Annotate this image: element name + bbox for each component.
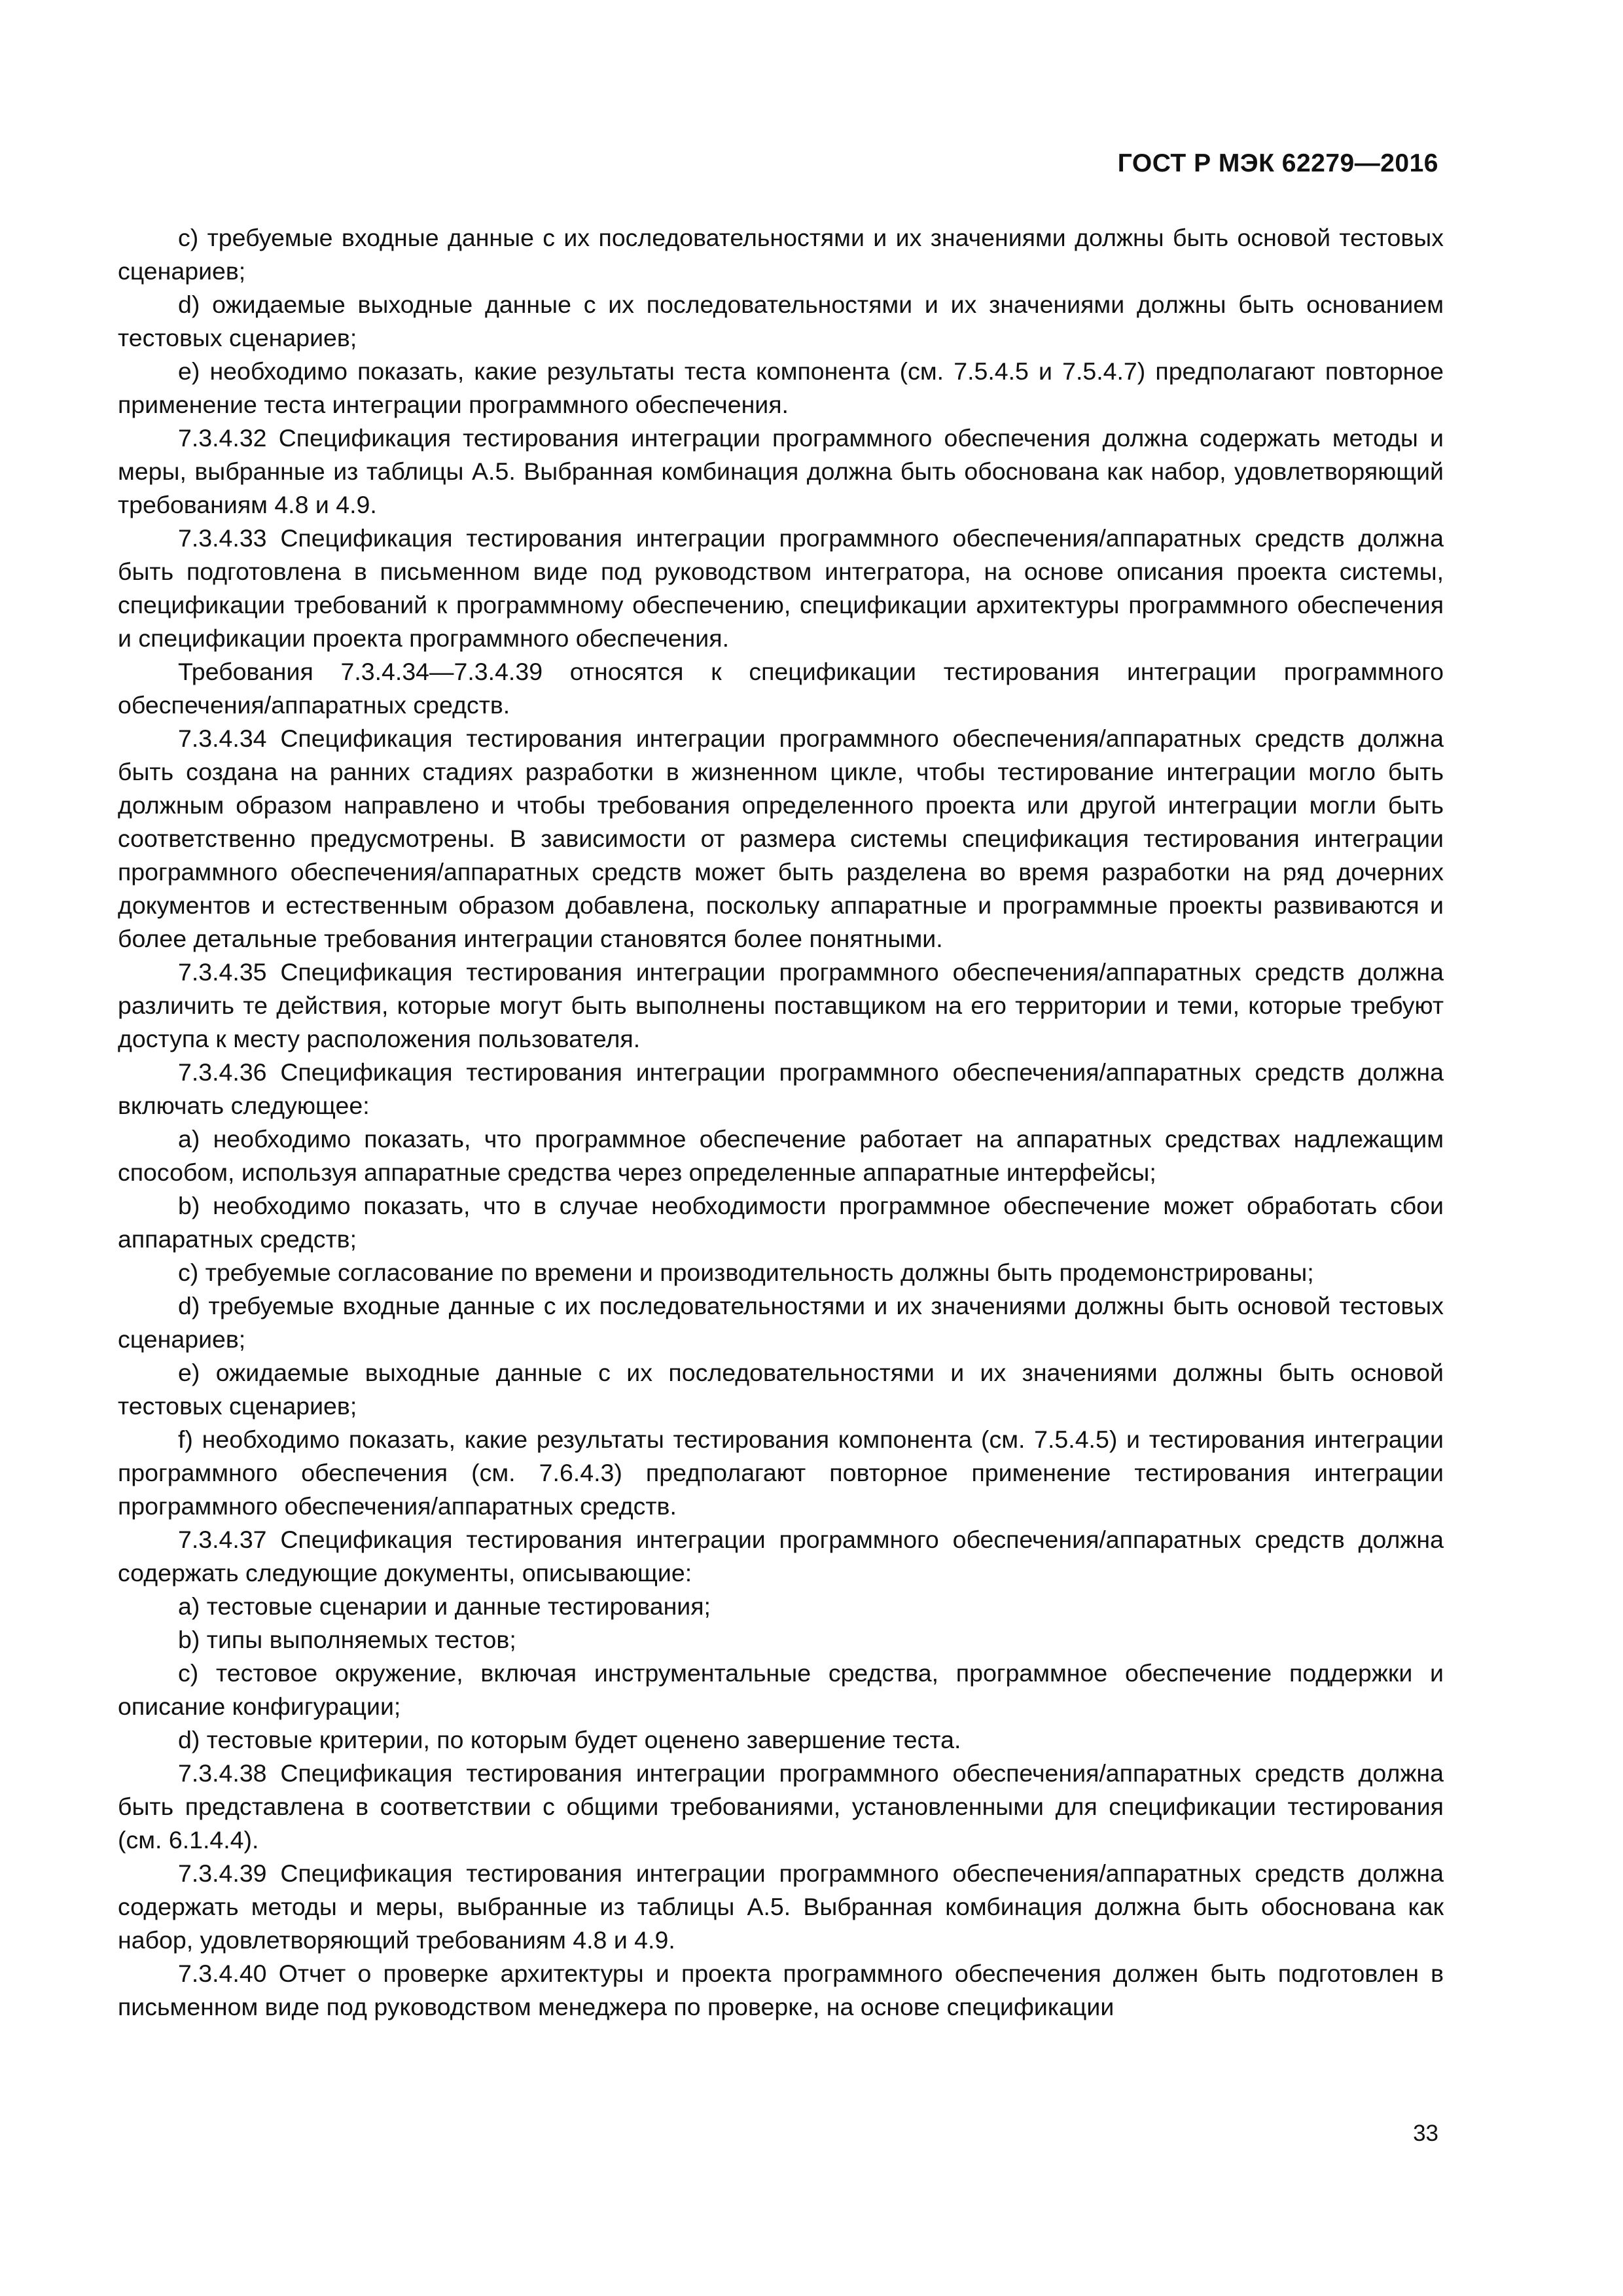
list-item: d) требуемые входные данные с их последовательностями и их значениями должны быть основой тестовых сценариев; xyxy=(118,1292,1444,1353)
paragraph: е) необходимо показать, какие результаты теста компонента (см. 7.5.4.5 и 7.5.4.7) предполагают повторное применение теста интеграции программного обеспечения. xyxy=(118,357,1444,418)
list-item: а) необходимо показать, что программное обеспечение работает на аппаратных средствах надлежащим способом, используя аппаратные средства через определенные аппаратные интерфейсы; xyxy=(118,1125,1444,1186)
paragraph: 7.3.4.32 Спецификация тестирования интеграции программного обеспечения должна содержать методы и меры, выбранные из таблицы А.5. Выбранная комбинация должна быть обоснована как набор, удовлетворяющий требованиям 4.8 и 4.9. xyxy=(118,424,1444,518)
page-number: 33 xyxy=(1413,2121,1438,2146)
paragraph: 7.3.4.37 Спецификация тестирования интеграции программного обеспечения/аппаратных средств должна содержать следующие документы, описывающие: xyxy=(118,1526,1444,1587)
paragraph: 7.3.4.40 Отчет о проверке архитектуры и проекта программного обеспечения должен быть подготовлен в письменном виде под руководством менеджера по проверке, на основе спецификации xyxy=(118,1960,1444,2020)
document-code-header: ГОСТ Р МЭК 62279—2016 xyxy=(1117,149,1438,177)
list-item: е) ожидаемые выходные данные с их последовательностями и их значениями должны быть основой тестовых сценариев; xyxy=(118,1359,1444,1420)
list-item: b) необходимо показать, что в случае необходимости программное обеспечение может обработать сбои аппаратных средств; xyxy=(118,1192,1444,1253)
paragraph: Требования 7.3.4.34—7.3.4.39 относятся к спецификации тестирования интеграции программного обеспечения/аппаратных средств. xyxy=(118,658,1444,719)
paragraph: 7.3.4.39 Спецификация тестирования интеграции программного обеспечения/аппаратных средств должна содержать методы и меры, выбранные из таблицы А.5. Выбранная комбинация должна быть обоснована как набор, удовлетворяющий требованиям 4.8 и 4.9. xyxy=(118,1859,1444,1954)
paragraph: 7.3.4.34 Спецификация тестирования интеграции программного обеспечения/аппаратных средств должна быть создана на ранних стадиях разработки в жизненном цикле, чтобы тестирование интеграции могло быть должным образом направлено и чтобы требования определенного проекта или другой интеграции могли быть соответственно предусмотрены. В зависимости от размера системы спецификация тестирования интеграции программного обеспечения/аппаратных средств может быть разделена во время разработки на ряд дочерних документов и естественным образом добавлена, поскольку аппаратные и программные проекты развиваются и более детальные требования интеграции становятся более понятными. xyxy=(118,725,1444,952)
list-item: с) требуемые согласование по времени и производительность должны быть продемонстрированы; xyxy=(178,1259,1314,1286)
paragraph: с) требуемые входные данные с их последовательностями и их значениями должны быть основой тестовых сценариев; xyxy=(118,224,1444,285)
list-item: b) типы выполняемых тестов; xyxy=(178,1626,516,1653)
paragraph: 7.3.4.38 Спецификация тестирования интеграции программного обеспечения/аппаратных средств должна быть представлена в соответствии с общими требованиями, установленными для спецификации тестирования (см. 6.1.4.4). xyxy=(118,1759,1444,1854)
list-item: d) тестовые критерии, по которым будет оценено завершение теста. xyxy=(178,1726,961,1753)
paragraph: 7.3.4.35 Спецификация тестирования интеграции программного обеспечения/аппаратных средств должна различить те действия, которые могут быть выполнены поставщиком на его территории и теми, которые требуют доступа к месту расположения пользователя. xyxy=(118,958,1444,1052)
list-item: f) необходимо показать, какие результаты тестирования компонента (см. 7.5.4.5) и тестирования интеграции программного обеспечения (см. 7.6.4.3) предполагают повторное применение тестирования интеграции программного обеспечения/аппаратных средств. xyxy=(118,1426,1444,1520)
paragraph: 7.3.4.36 Спецификация тестирования интеграции программного обеспечения/аппаратных средств должна включать следующее: xyxy=(118,1058,1444,1119)
list-item: с) тестовое окружение, включая инструментальные средства, программное обеспечение поддержки и описание конфигурации; xyxy=(118,1659,1444,1720)
paragraph: 7.3.4.33 Спецификация тестирования интеграции программного обеспечения/аппаратных средств должна быть подготовлена в письменном виде под руководством интегратора, на основе описания проекта системы, спецификации требований к программному обеспечению, спецификации архитектуры программного обеспечения и спецификации проекта программного обеспечения. xyxy=(118,524,1444,652)
list-item: а) тестовые сценарии и данные тестирования; xyxy=(178,1592,711,1620)
body-text xyxy=(118,221,1444,2024)
paragraph: d) ожидаемые выходные данные с их последовательностями и их значениями должны быть основанием тестовых сценариев; xyxy=(118,291,1444,351)
